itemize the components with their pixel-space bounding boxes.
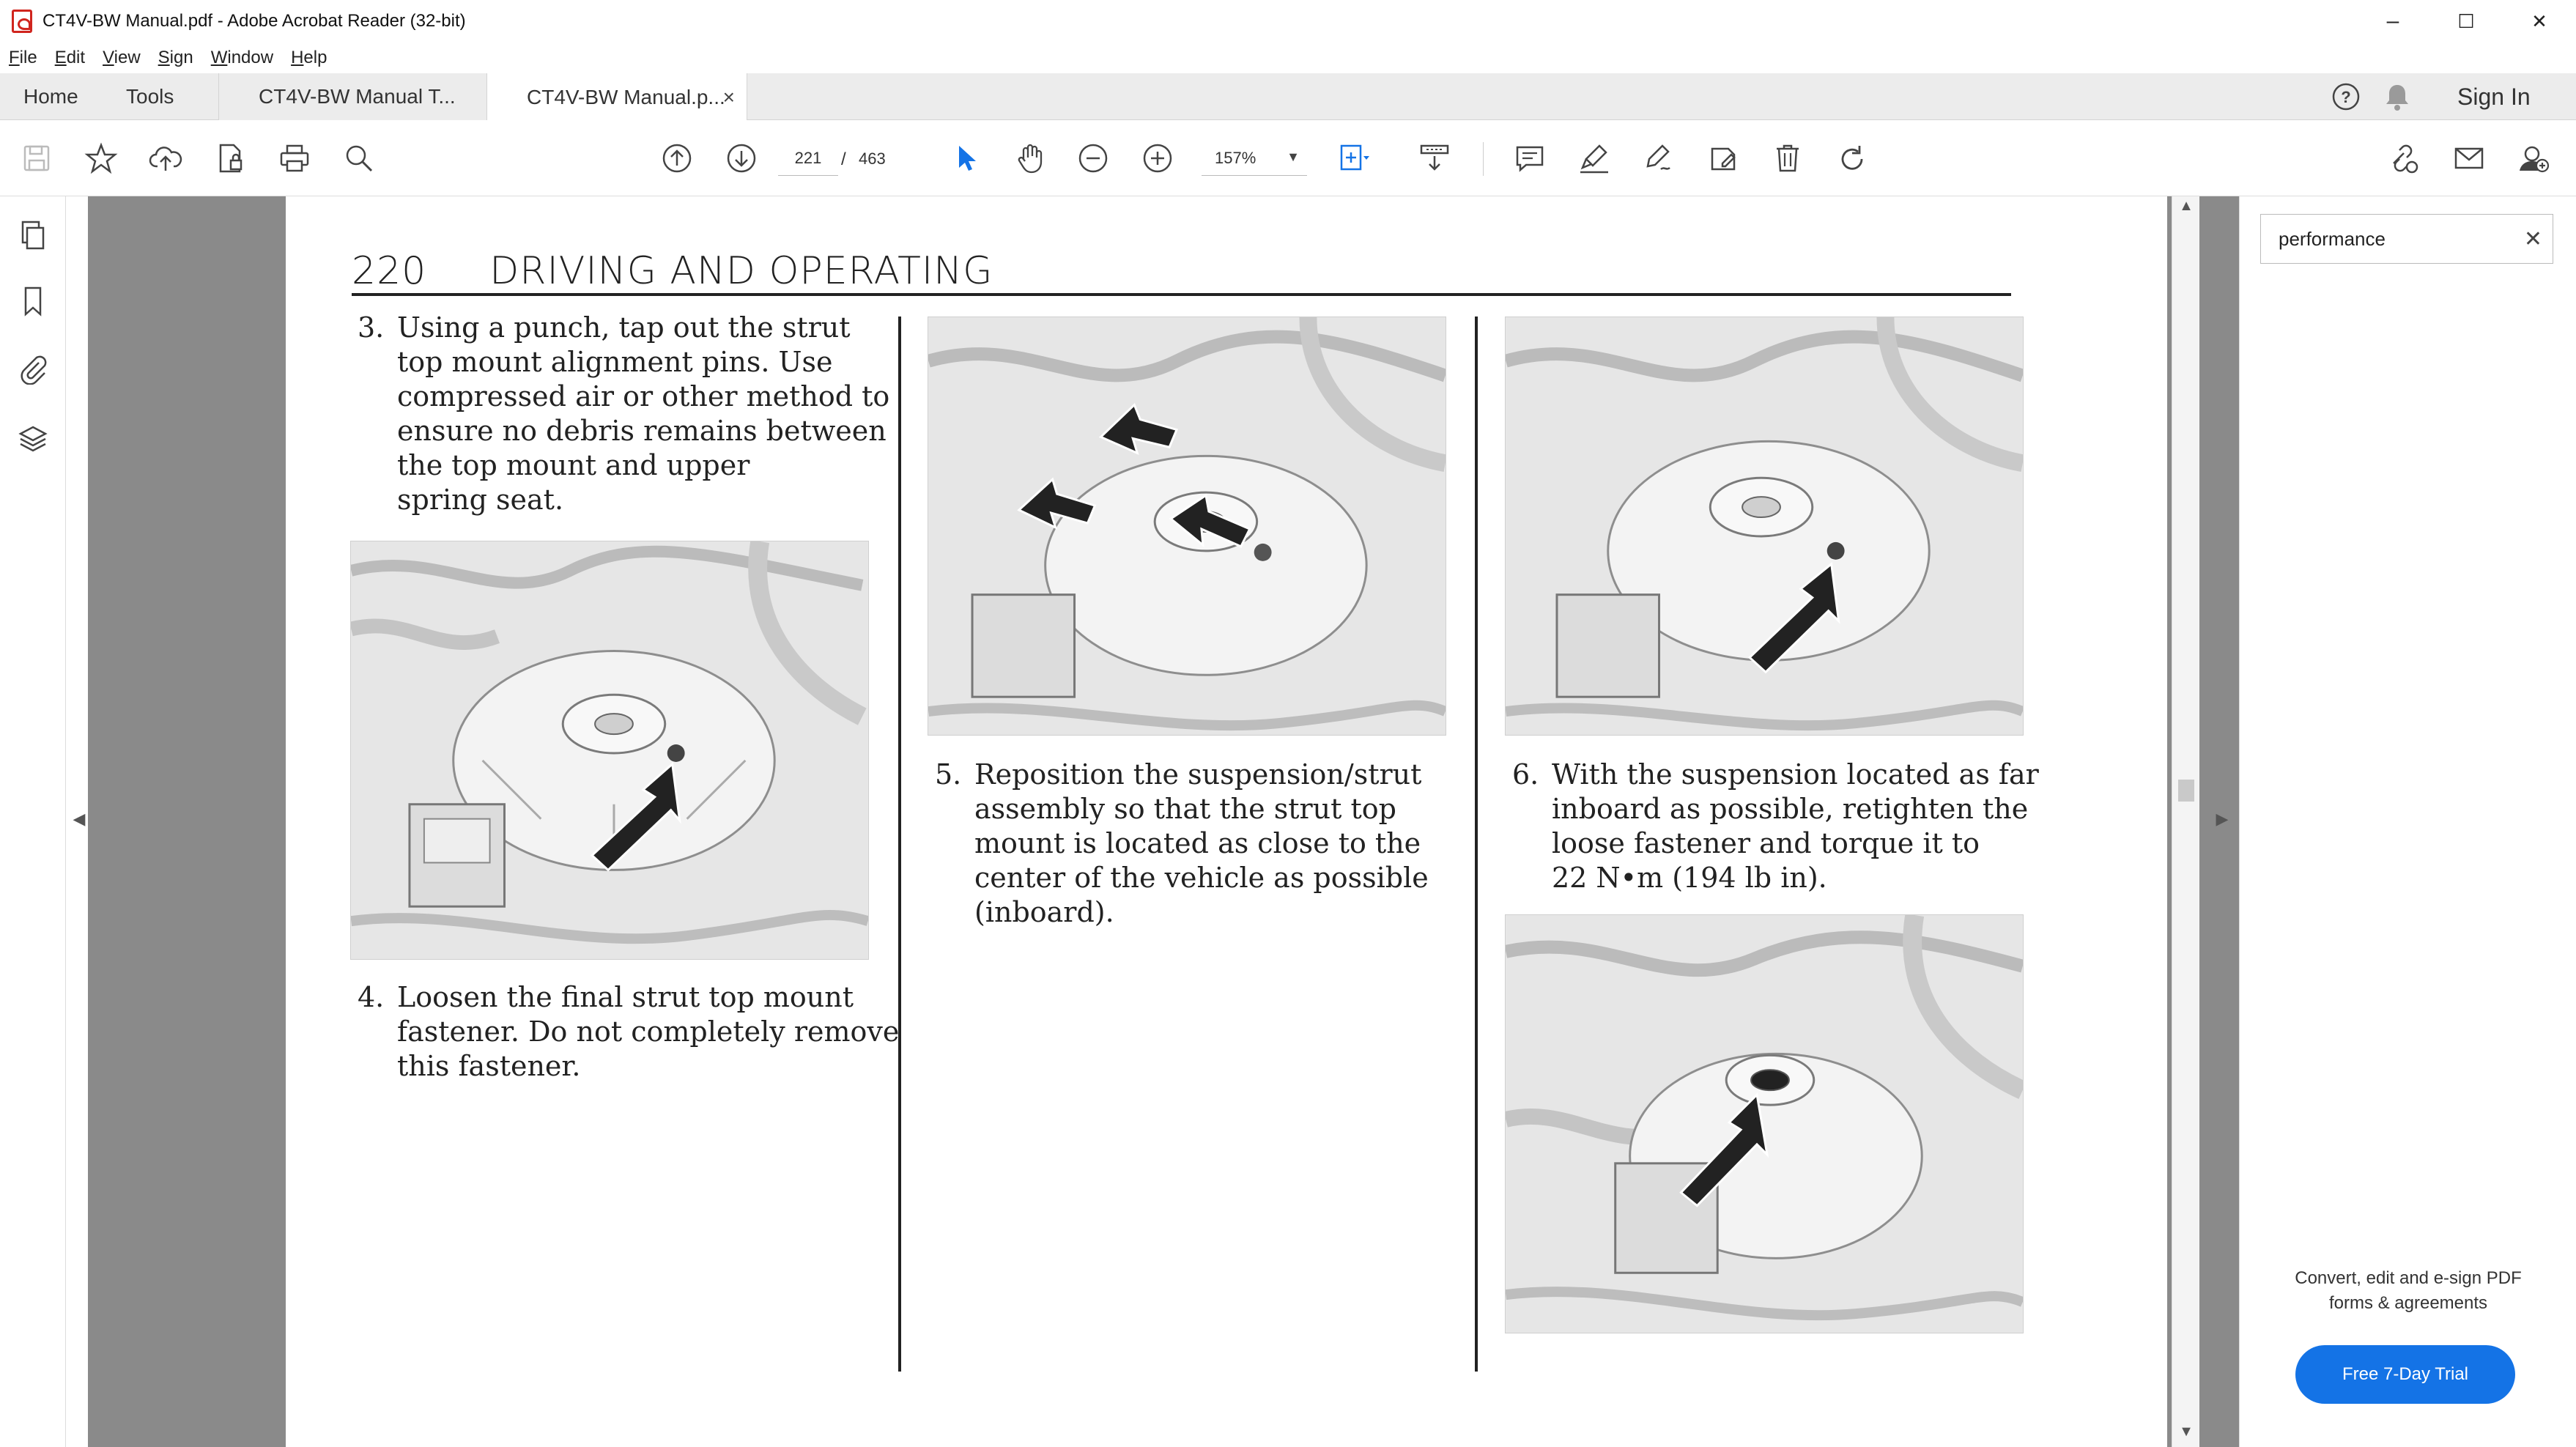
page-separator: / [841,149,846,169]
notifications-bell-icon[interactable] [2378,73,2416,120]
right-tools-pane [2239,196,2576,1447]
delete-trash-icon[interactable] [1769,139,1807,177]
step-4-line: fastener. Do not completely remove [397,1015,900,1048]
chevron-down-icon: ▼ [1287,149,1300,164]
sign-draw-icon[interactable] [1640,139,1678,177]
pdf-app-icon [12,10,32,33]
step-6-line: 22 N•m (194 lb in). [1552,862,1827,894]
page-number: 220 [352,249,427,293]
attachments-paperclip-icon[interactable] [15,350,51,387]
step-6 [1512,758,2039,895]
zoom-in-icon[interactable] [1139,139,1177,177]
page-total: 463 [859,149,886,168]
step-6-line: inboard as possible, retighten the [1552,793,2029,825]
tab-close-icon[interactable]: × [722,85,735,108]
step-3-line: the top mount and upper [397,449,750,481]
tab-document-2[interactable] [486,73,747,121]
print-icon[interactable] [275,139,314,177]
highlight-pen-icon[interactable] [1575,139,1613,177]
window-title: CT4V-BW Manual.pdf - Adobe Acrobat Reader (32-bit) [42,11,466,31]
step-number: 6. [1512,758,1539,791]
layers-icon[interactable] [15,421,51,457]
select-cursor-icon[interactable] [947,139,985,177]
vertical-scrollbar[interactable] [2172,196,2199,1447]
tab-document-1-label: CT4V-BW Manual T... [259,85,456,108]
hand-tool-icon[interactable] [1011,139,1049,177]
menu-help[interactable]: Help [291,48,327,67]
maximize-button[interactable]: ☐ [2457,10,2475,32]
header-rule [352,293,2011,296]
left-navigation-pane [0,196,66,1447]
minimize-button[interactable]: – [2386,9,2399,33]
page-number-input[interactable]: 221 [778,141,838,176]
email-icon[interactable] [2450,139,2488,177]
bookmark-star-icon[interactable] [82,139,120,177]
help-icon[interactable] [2323,73,2369,120]
column-divider [898,317,901,1372]
tab-bar [0,73,2576,120]
scroll-down-icon[interactable]: ▼ [2179,1424,2194,1440]
step-3-line: top mount alignment pins. Use [397,346,833,378]
step-number: 4. [358,981,385,1013]
step-3-line: Using a punch, tap out the strut [397,311,851,344]
tab-document-2-label: CT4V-BW Manual.p... [527,85,725,108]
step-6-line: loose fastener and torque it to [1552,827,1980,859]
sign-in-button[interactable]: Sign In [2457,83,2531,110]
step-5-line: mount is located as close to the [974,827,1421,859]
scroll-mode-icon[interactable] [1415,139,1454,177]
menu-file[interactable]: File [9,48,37,67]
step-5-line: (inboard). [974,896,1114,928]
free-trial-button[interactable]: Free 7-Day Trial [2295,1345,2515,1404]
collapse-left-pane-icon[interactable]: ◀ [73,810,86,828]
step-number: 3. [358,311,385,344]
step-4 [358,980,899,1084]
scroll-thumb[interactable] [2178,780,2194,802]
step-3-line: spring seat. [397,484,564,516]
zoom-out-icon[interactable] [1074,139,1112,177]
expand-right-pane-icon[interactable]: ▶ [2216,810,2229,828]
comment-icon[interactable] [1511,139,1549,177]
step-3 [358,311,889,517]
step-6-line: With the suspension located as far [1552,758,2039,791]
zoom-level-value: 157% [1215,148,1256,167]
title-bar [0,0,2576,42]
window-controls [2356,0,2576,42]
bookmarks-icon[interactable] [15,283,51,319]
step-5-line: center of the vehicle as possible [974,862,1429,894]
search-zoom-icon[interactable] [340,139,378,177]
page-thumbnails-icon[interactable] [15,217,51,253]
menu-edit[interactable]: Edit [54,48,86,67]
rotate-icon[interactable] [1833,139,1871,177]
promo-line: forms & agreements [2328,1293,2488,1313]
fill-sign-icon[interactable] [1704,139,1742,177]
file-protect-icon[interactable] [211,139,249,177]
engine-illustration-4 [1505,914,2024,1333]
clear-search-icon[interactable]: ✕ [2523,227,2542,251]
page-heading: DRIVING AND OPERATING [489,249,993,293]
promo-line: Convert, edit and e-sign PDF [2295,1268,2522,1288]
next-page-icon[interactable] [722,139,760,177]
tab-tools[interactable]: Tools [126,85,174,108]
scroll-up-icon[interactable]: ▲ [2179,198,2194,214]
step-5-line: assembly so that the strut top [974,793,1396,825]
toolbar [0,120,2576,196]
zoom-level-select[interactable] [1202,141,1307,176]
document-viewport[interactable] [88,196,2403,1447]
step-5 [935,758,1429,930]
tab-document-1[interactable] [218,73,486,120]
engine-illustration-2 [928,317,1446,736]
save-icon[interactable] [18,139,56,177]
step-5-line: Reposition the suspension/strut [974,758,1422,791]
menu-sign[interactable]: Sign [158,48,193,67]
step-4-line: this fastener. [397,1050,581,1082]
menu-window[interactable]: Window [210,48,274,67]
step-3-line: compressed air or other method to [397,380,890,412]
engine-illustration-3 [1505,317,2024,736]
menu-view[interactable]: View [103,48,141,67]
search-input-value: performance [2279,227,2386,250]
page-header [352,249,993,293]
upload-cloud-icon[interactable] [147,139,185,177]
column-divider [1475,317,1478,1372]
svg-text:?: ? [2341,88,2351,106]
fit-page-icon[interactable] [1335,139,1373,177]
engine-illustration-1 [350,541,869,960]
add-user-icon[interactable] [2514,139,2553,177]
close-button[interactable]: ✕ [2531,10,2547,32]
menu-bar [0,42,2576,73]
search-field[interactable] [2260,214,2553,264]
toolbar-separator [1483,142,1484,176]
step-4-line: Loosen the final strut top mount [397,981,854,1013]
share-link-icon[interactable] [2384,139,2422,177]
promo-text [2240,1266,2576,1316]
tab-home[interactable]: Home [23,85,78,108]
pdf-page [286,196,2167,1447]
step-3-line: ensure no debris remains between [397,415,887,447]
step-number: 5. [935,758,962,791]
previous-page-icon[interactable] [658,139,696,177]
